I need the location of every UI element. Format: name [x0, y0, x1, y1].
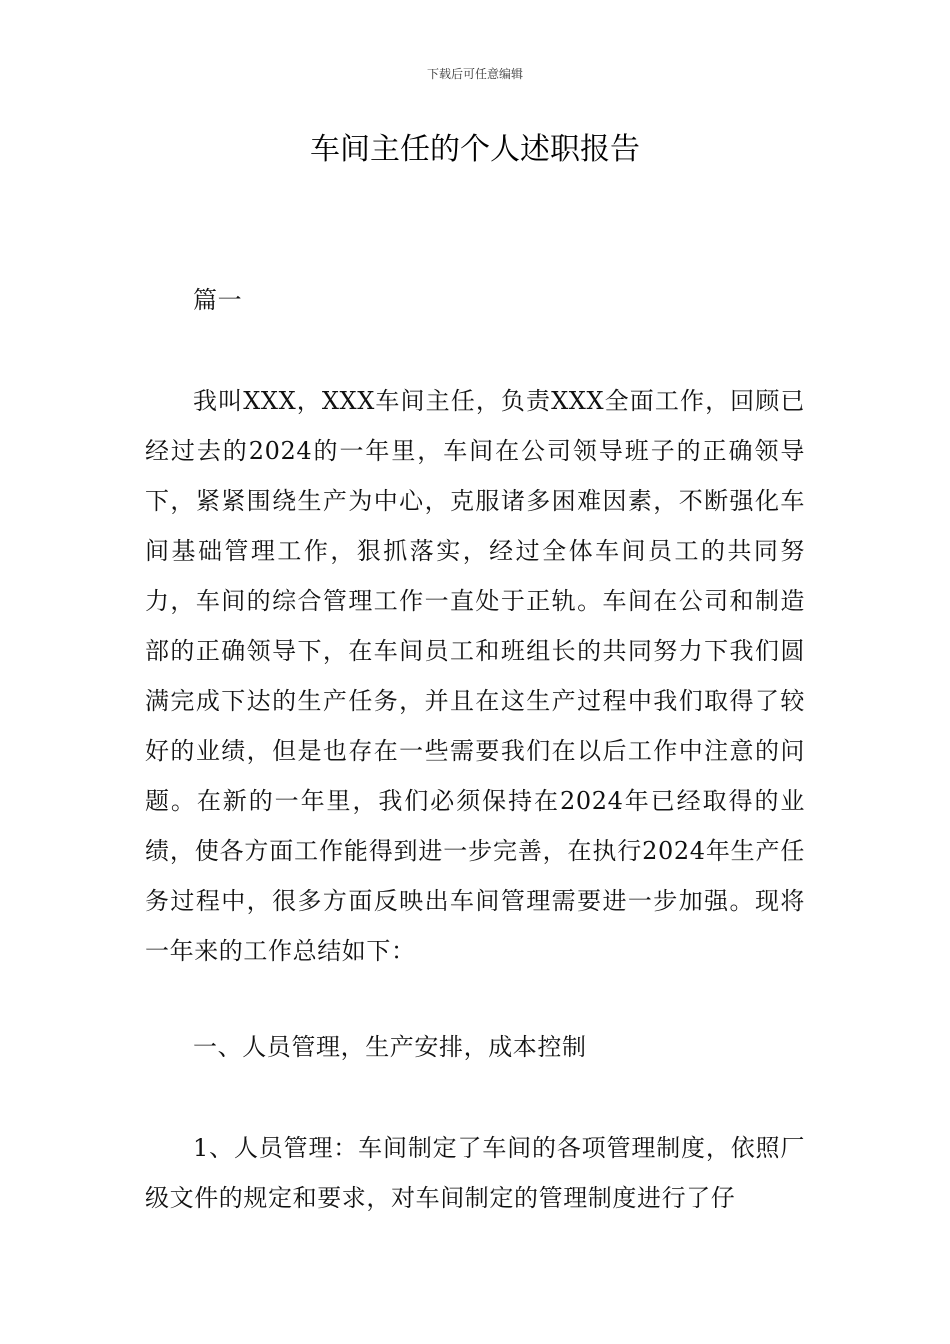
paragraph-personnel: 1、人员管理：车间制定了车间的各项管理制度，依照厂级文件的规定和要求，对车间制定的管理制度进行了仔: [145, 1134, 805, 1212]
section-heading: 一、人员管理，生产安排，成本控制: [193, 1033, 587, 1061]
paragraph-intro: 我叫XXX，XXX车间主任，负责XXX全面工作，回顾已经过去的2024的一年里，车间在公司领导班子的正确领导下，紧紧围绕生产为中心，克服诸多困难因素，不断强化车间基础管理工作，狠抓落实，经过全体车间员工的共同努力，车间的综合管理工作一直处于正轨。车间在公司和制造部的正确领导下，在车间员工和班组长的共同努力下我们圆满完成下达的生产任务，并且在这生产过程中我们取得了较好的业绩，但是也存在一些需要我们在以后工作中注意的问题。在新的一年里，我们必须保持在2024年已经取得的业绩，使各方面工作能得到进一步完善，在执行2024年生产任务过程中，很多方面反映出车间管理需要进一步加强。现将一年来的工作总结如下：: [145, 387, 805, 965]
header-note: 下载后可任意编辑: [426, 67, 523, 81]
document-title: 车间主任的个人述职报告: [310, 132, 640, 167]
section-label: 篇一: [193, 286, 243, 314]
